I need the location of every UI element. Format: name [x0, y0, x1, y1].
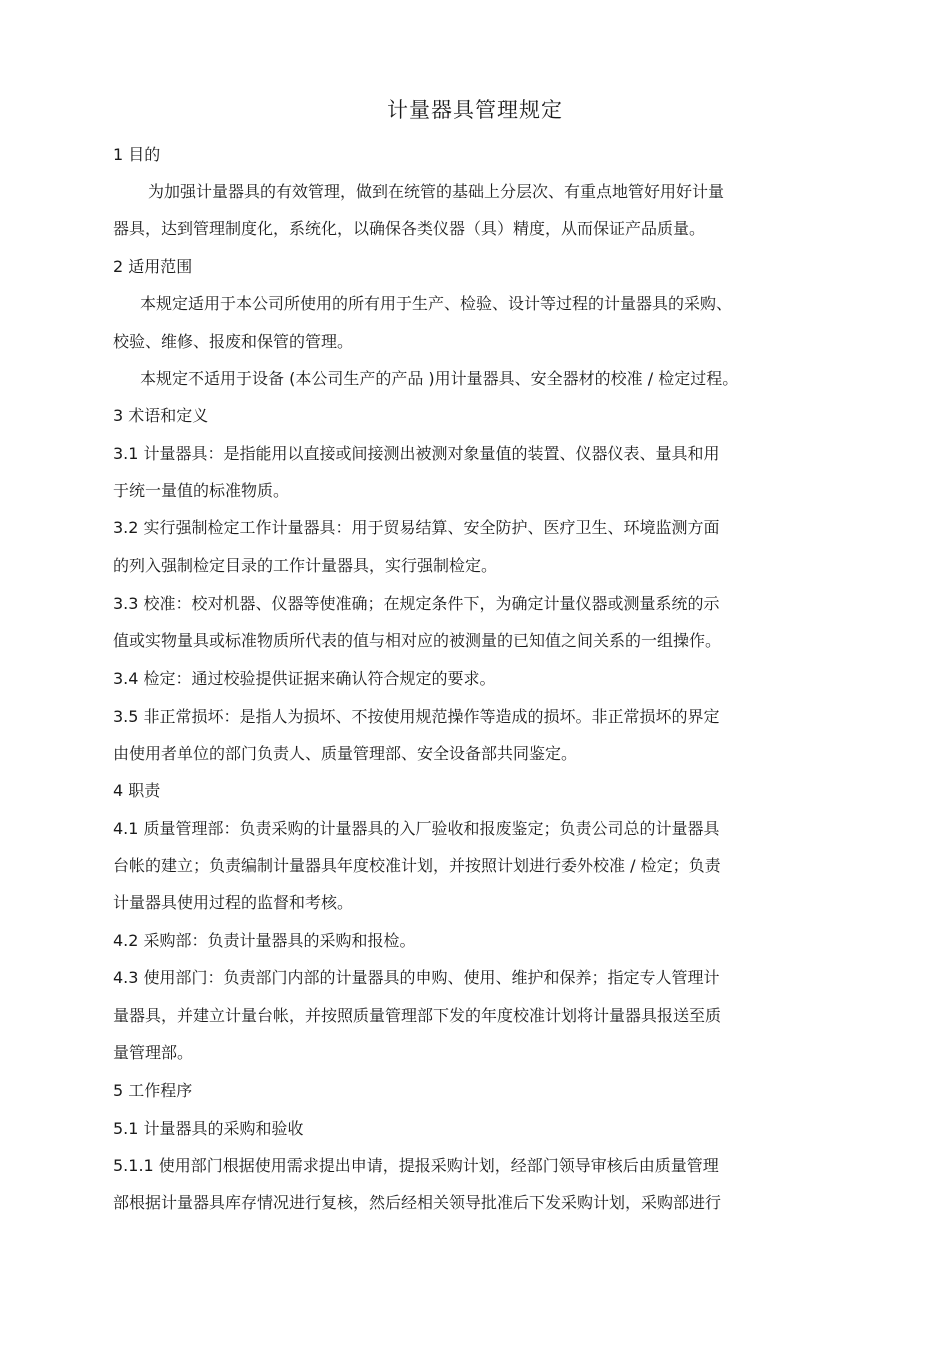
paragraph-line: 3.4 检定：通过校验提供证据来确认符合规定的要求。 [113, 669, 496, 688]
paragraph-line: 4.2 采购部：负责计量器具的采购和报检。 [113, 931, 416, 950]
paragraph-line: 值或实物量具或标准物质所代表的值与相对应的被测量的已知值之间关系的一组操作。 [113, 631, 722, 650]
paragraph-line: 为加强计量器具的有效管理，做到在统管的基础上分层次、有重点地管好用好计量 [148, 182, 725, 201]
document-title: 计量器具管理规定 [387, 98, 563, 122]
paragraph-line: 量管理部。 [113, 1043, 194, 1062]
heading-3-terms: 3 术语和定义 [113, 406, 209, 425]
paragraph-line: 3.2 实行强制检定工作计量器具：用于贸易结算、安全防护、医疗卫生、环境监测方面 [113, 518, 720, 537]
paragraph-line: 器具，达到管理制度化，系统化，以确保各类仪器（具）精度，从而保证产品质量。 [113, 219, 706, 238]
paragraph-line: 台帐的建立；负责编制计量器具年度校准计划，并按照计划进行委外校准 / 检定；负责 [113, 856, 721, 875]
paragraph-line: 5.1.1 使用部门根据使用需求提出申请，提报采购计划，经部门领导审核后由质量管理 [113, 1156, 719, 1175]
heading-4-responsibilities: 4 职责 [113, 781, 161, 800]
paragraph-line: 3.1 计量器具：是指能用以直接或间接测出被测对象量值的装置、仪器仪表、量具和用 [113, 444, 720, 463]
paragraph-line: 由使用者单位的部门负责人、质量管理部、安全设备部共同鉴定。 [113, 744, 578, 763]
paragraph-line: 4.1 质量管理部：负责采购的计量器具的入厂验收和报废鉴定；负责公司总的计量器具 [113, 819, 720, 838]
paragraph-line: 校验、维修、报废和保管的管理。 [113, 332, 354, 351]
heading-2-scope: 2 适用范围 [113, 257, 193, 276]
paragraph-line: 计量器具使用过程的监督和考核。 [113, 893, 354, 912]
heading-5-procedure: 5 工作程序 [113, 1081, 193, 1100]
paragraph-line: 本规定适用于本公司所使用的所有用于生产、检验、设计等过程的计量器具的采购、 [140, 294, 733, 313]
paragraph-line: 于统一量值的标准物质。 [113, 481, 290, 500]
paragraph-line: 的列入强制检定目录的工作计量器具，实行强制检定。 [113, 556, 498, 575]
paragraph-line: 3.3 校准：校对机器、仪器等使准确；在规定条件下，为确定计量仪器或测量系统的示 [113, 594, 720, 613]
paragraph-line: 量器具，并建立计量台帐，并按照质量管理部下发的年度校准计划将计量器具报送至质 [113, 1006, 722, 1025]
paragraph-line: 4.3 使用部门：负责部门内部的计量器具的申购、使用、维护和保养；指定专人管理计 [113, 968, 720, 987]
paragraph-line: 部根据计量器具库存情况进行复核，然后经相关领导批准后下发采购计划，采购部进行 [113, 1193, 722, 1212]
paragraph-line: 本规定不适用于设备 (本公司生产的产品 )用计量器具、安全器材的校准 / 检定过程。 [140, 369, 739, 388]
subheading-5-1: 5.1 计量器具的采购和验收 [113, 1119, 304, 1138]
paragraph-line: 3.5 非正常损坏：是指人为损坏、不按使用规范操作等造成的损坏。非正常损坏的界定 [113, 707, 720, 726]
heading-1-purpose: 1 目的 [113, 145, 161, 164]
